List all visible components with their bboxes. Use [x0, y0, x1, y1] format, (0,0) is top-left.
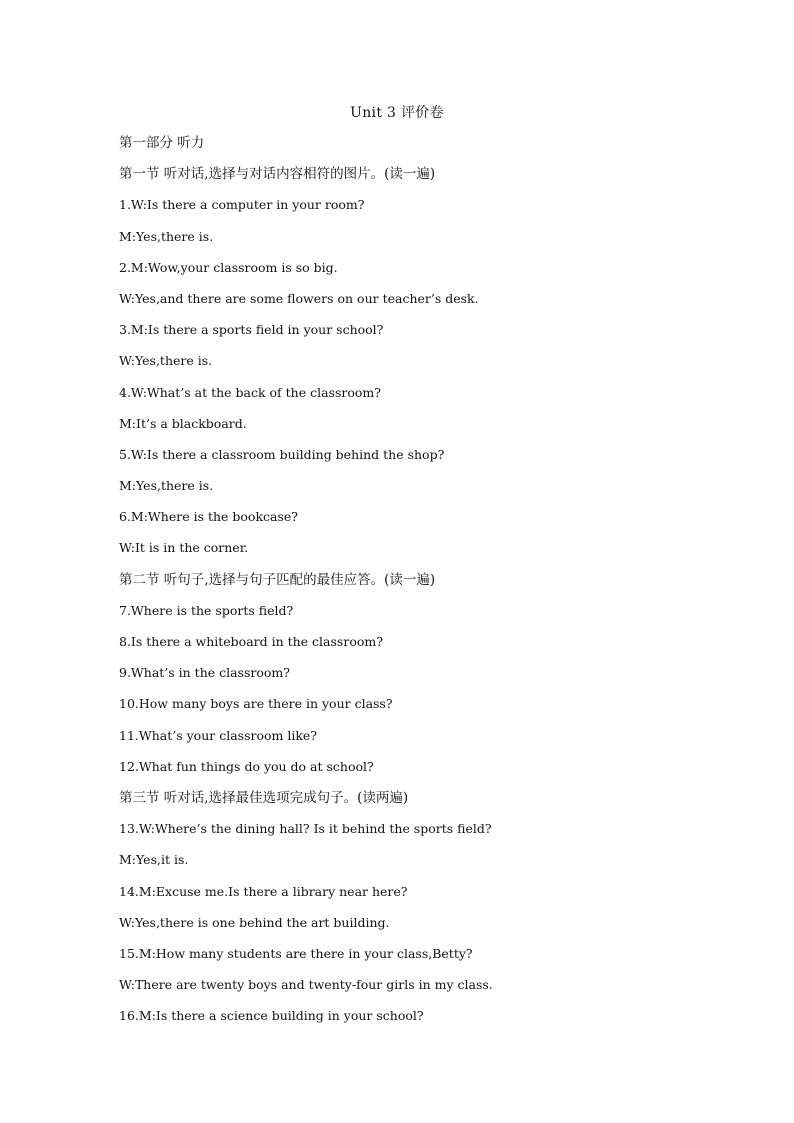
transcript-line: 7.Where is the sports field?: [119, 602, 294, 618]
transcript-line: W:There are twenty boys and twenty-four girls in my class.: [119, 977, 493, 993]
transcript-line: 3.M:Is there a sports field in your school?: [119, 322, 384, 338]
transcript-line: 12.What fun things do you do at school?: [119, 758, 374, 774]
transcript-line: 6.M:Where is the bookcase?: [119, 509, 299, 525]
transcript-line: 15.M:How many students are there in your class,Betty?: [119, 945, 473, 961]
transcript-line: 11.What’s your classroom like?: [119, 727, 318, 743]
part-heading: 第一部分 听力: [119, 135, 205, 151]
section-heading: 第一节 听对话,选择与对话内容相符的图片。(读一遍): [119, 166, 436, 183]
transcript-line: 1.W:Is there a computer in your room?: [119, 197, 365, 213]
transcript-line: 9.What’s in the classroom?: [119, 665, 290, 681]
transcript-line: W:Yes,there is one behind the art building.: [119, 914, 390, 930]
document-title: Unit 3 评价卷: [350, 105, 444, 121]
transcript-lines: [119, 131, 759, 1035]
transcript-line: 16.M:Is there a science building in your school?: [119, 1008, 424, 1024]
transcript-line: 2.M:Wow,your classroom is so big.: [119, 259, 338, 275]
transcript-line: M:It’s a blackboard.: [119, 415, 247, 431]
transcript-line: 8.Is there a whiteboard in the classroom?: [119, 634, 383, 649]
transcript-line: M:Yes,there is.: [119, 478, 214, 494]
transcript-line: 5.W:Is there a classroom building behind the shop?: [119, 446, 445, 462]
section-heading: 第三节 听对话,选择最佳选项完成句子。(读两遍): [119, 789, 409, 806]
transcript-line: M:Yes,it is.: [119, 852, 189, 868]
transcript-line: W:Yes,and there are some flowers on our teacher’s desk.: [119, 290, 479, 306]
transcript-line: 4.W:What’s at the back of the classroom?: [119, 384, 381, 400]
section-heading: 第二节 听句子,选择与句子匹配的最佳应答。(读一遍): [119, 571, 436, 588]
transcript-line: W:It is in the corner.: [119, 540, 249, 556]
transcript-line: 13.W:Where’s the dining hall? Is it behind the sports field?: [119, 821, 492, 837]
transcript-line: 10.How many boys are there in your class?: [119, 696, 393, 712]
transcript-line: M:Yes,there is.: [119, 228, 214, 244]
transcript-line: W:Yes,there is.: [119, 353, 213, 369]
transcript-line: 14.M:Excuse me.Is there a library near here?: [119, 883, 408, 899]
